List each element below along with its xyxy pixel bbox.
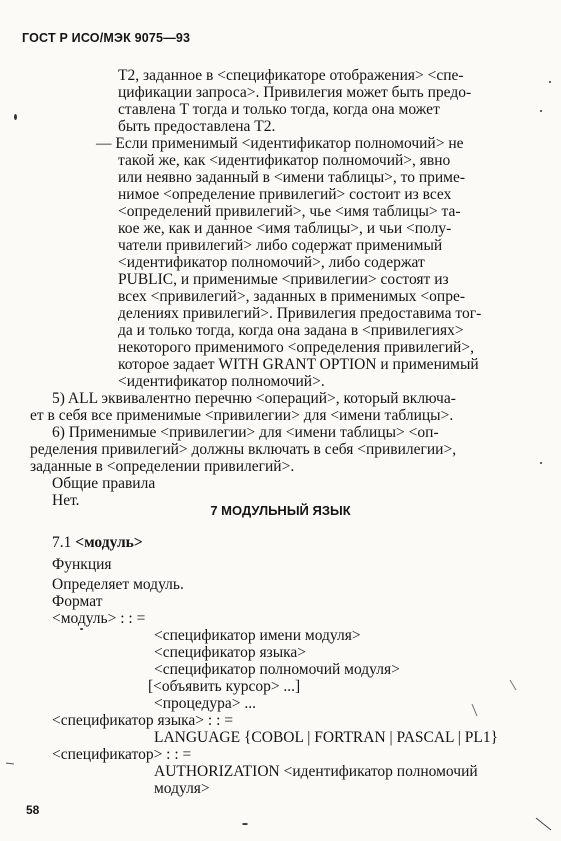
rule-6-line: 6) Применимые <привилегии> для <имени таблицы> <оп-: [52, 424, 439, 441]
text-line: Нет.: [52, 492, 80, 509]
text-line: <идентификатор полномочий>, либо содержат: [118, 254, 425, 271]
text-line: да и только тогда, когда она задана в <привилегиях>: [118, 322, 464, 339]
grammar-line: <модуль> : : =: [52, 610, 146, 627]
text-line: ет в себя все применимые <привилегии> для <имени таблицы>.: [30, 407, 454, 424]
text-line: <определений привилегий>, чье <имя таблицы> та-: [118, 203, 461, 220]
text-line: быть предоставлена T2.: [118, 118, 276, 135]
page-number: 58: [26, 803, 40, 817]
general-rules-heading: Общие правила: [52, 475, 156, 492]
document-header: ГОСТ Р ИСО/МЭК 9075—93: [22, 31, 191, 45]
text-line: или неявно заданный в <имени таблицы>, то приме-: [118, 169, 466, 186]
text-line: T2, заданное в <спецификаторе отображения> <спе-: [118, 67, 464, 84]
grammar-line: LANGUAGE {COBOL | FORTRAN | PASCAL | PL1}: [154, 729, 499, 746]
subsection-number: 7.1: [52, 534, 72, 551]
grammar-line: AUTHORIZATION <идентификатор полномочий: [154, 763, 478, 780]
text-line: делениях привилегий>. Привилегия предоставима тог-: [118, 305, 482, 322]
grammar-line: [<объявить курсор> ...]: [148, 678, 301, 695]
text-line: ределения привилегий> должны включать в себя <привилегии>,: [30, 441, 457, 458]
text-line: нимое <определение привилегий> состоит из всех: [118, 186, 452, 203]
grammar-line: <спецификатор имени модуля>: [154, 627, 361, 644]
list-item-dash: — Если применимый <идентификатор полномочий> не: [96, 135, 464, 152]
text-line: <идентификатор полномочий>.: [118, 373, 325, 390]
grammar-line: <спецификатор языка>: [154, 644, 307, 661]
text-line: чатели привилегий> либо содержат применимый: [118, 237, 443, 254]
text-line: такой же, как <идентификатор полномочий>, явно: [118, 152, 451, 169]
format-heading: Формат: [52, 593, 103, 610]
grammar-line: модуля>: [154, 780, 210, 797]
grammar-line: <спецификатор полномочий модуля>: [154, 661, 400, 678]
function-heading: Функция: [52, 556, 112, 573]
text-line: кое же, как и данное <имя таблицы>, и чьи <полу-: [118, 220, 452, 237]
text-line: ставлена T тогда и только тогда, когда она может: [118, 101, 440, 118]
subsection-title: <модуль>: [75, 534, 143, 551]
section-title: 7 МОДУЛЬНЫЙ ЯЗЫК: [210, 503, 351, 518]
text-line: PUBLIC, и применимые <привилегии> состоят из: [118, 271, 449, 288]
grammar-line: <спецификатор языка> : : =: [52, 712, 234, 729]
grammar-line: <процедура> ...: [154, 695, 257, 712]
text-line: некоторого применимого <определения привилегий>,: [118, 339, 474, 356]
grammar-line: <спецификатор> : : =: [52, 746, 192, 763]
text-line: цификации запроса>. Привилегия может быть предо-: [118, 84, 472, 101]
text-line: заданные в <определении привилегий>.: [30, 458, 295, 475]
text-line: которое задает WITH GRANT OPTION и применимый: [118, 356, 479, 373]
text-line: всех <привилегий>, заданных в применимых <опре-: [118, 288, 465, 305]
text-line: Определяет модуль.: [52, 576, 184, 593]
rule-5-line: 5) ALL эквивалентно перечню <операций>, который включа-: [52, 390, 456, 407]
